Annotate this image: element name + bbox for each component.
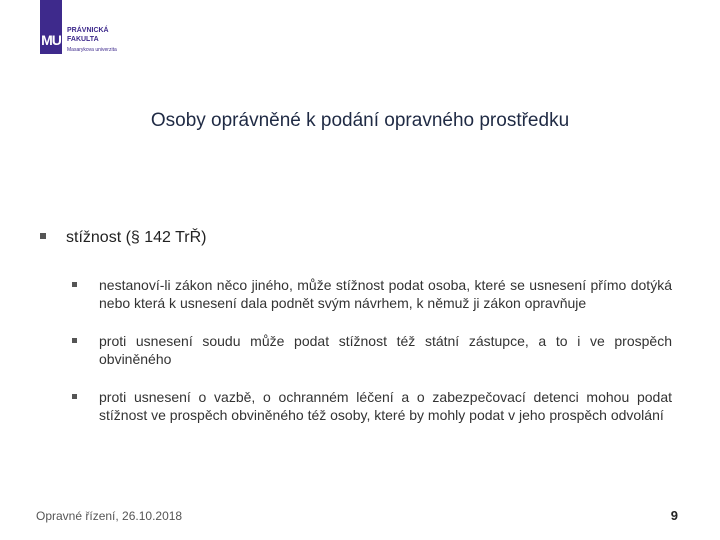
faculty-logo bbox=[40, 0, 117, 60]
sub-bullet-item bbox=[72, 388, 672, 424]
sub-bullet-item bbox=[72, 332, 672, 368]
logo-mark bbox=[40, 0, 62, 54]
logo-line-3: Masarykova univerzita bbox=[67, 47, 117, 53]
main-bullet bbox=[40, 229, 207, 247]
sub-bullet-item bbox=[72, 276, 672, 312]
logo-line-2: FAKULTA bbox=[67, 36, 99, 43]
main-bullet-text: stížnost (§ 142 TrŘ) bbox=[66, 229, 207, 246]
square-bullet-icon bbox=[72, 394, 77, 399]
sub-bullet-text: proti usnesení o vazbě, o ochranném léčení a o zabezpečovací detenci mohou podat stížnost ve prospěch obviněného též osoby, které by mohly podat v jeho prospěch odvolání bbox=[99, 389, 672, 423]
sub-bullet-text: nestanoví-li zákon něco jiného, může stížnost podat osoba, které se usnesení přímo dotýká nebo která k usnesení dala podnět svým návrhem, k němuž ji zákon opravňuje bbox=[99, 277, 672, 311]
sub-bullet-text: proti usnesení soudu může podat stížnost též státní zástupce, a to i ve prospěch obviněného bbox=[99, 333, 672, 367]
logo-line-1: PRÁVNICKÁ bbox=[67, 27, 109, 34]
square-bullet-icon bbox=[72, 282, 77, 287]
logo-text bbox=[67, 26, 117, 55]
logo-mark-text: MU bbox=[41, 32, 61, 48]
slide-title: Osoby oprávněné k podání opravného prostředku bbox=[150, 110, 570, 131]
footer-text: Opravné řízení, 26.10.2018 bbox=[36, 509, 183, 523]
page-number: 9 bbox=[670, 508, 678, 523]
square-bullet-icon bbox=[40, 233, 46, 239]
sub-bullet-list bbox=[72, 276, 672, 444]
square-bullet-icon bbox=[72, 338, 77, 343]
